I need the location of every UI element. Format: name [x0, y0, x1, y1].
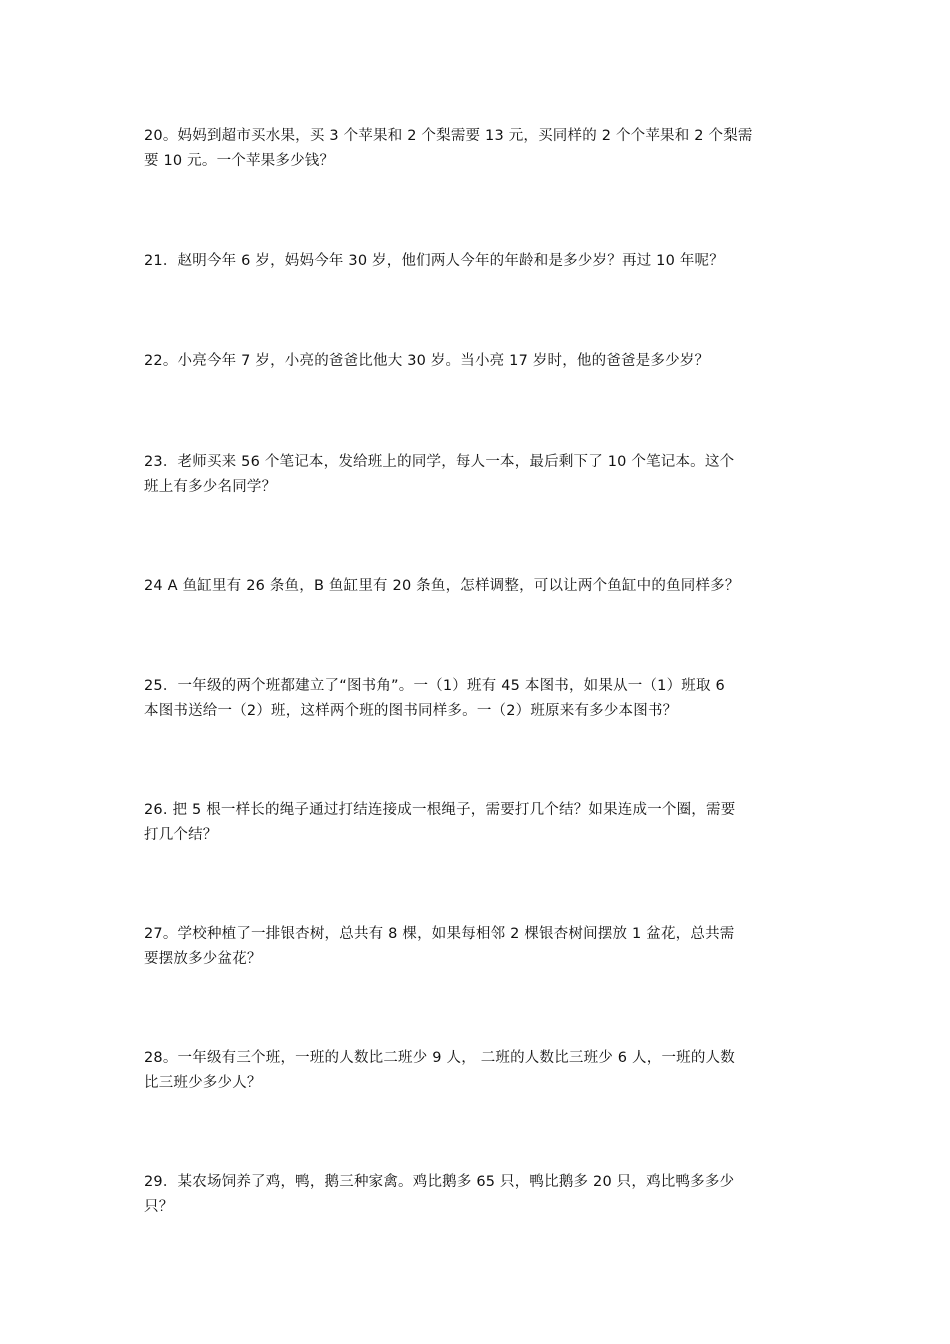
question-line: 24 A 鱼缸里有 26 条鱼，B 鱼缸里有 20 条鱼，怎样调整，可以让两个鱼缸中的鱼同样多？ [144, 578, 740, 594]
question-line: 20。妈妈到超市买水果，买 3 个苹果和 2 个梨需要 13 元，买同样的 2 个个苹果和 2 个梨需 [144, 128, 753, 144]
question-20 [144, 124, 812, 174]
question-line: 比三班少多少人？ [144, 1075, 262, 1091]
question-line: 22。小亮今年 7 岁，小亮的爸爸比他大 30 岁。当小亮 17 岁时，他的爸爸是多少岁？ [144, 353, 710, 369]
question-line: 23．老师买来 56 个笔记本，发给班上的同学，每人一本，最后剩下了 10 个笔记本。这个 [144, 454, 735, 470]
question-line: 27。学校种植了一排银杏树，总共有 8 棵，如果每相邻 2 棵银杏树间摆放 1 盆花，总共需 [144, 926, 735, 942]
question-24 [144, 574, 812, 599]
question-line: 29．某农场饲养了鸡，鸭，鹅三种家禽。鸡比鹅多 65 只，鸭比鹅多 20 只，鸡比鸭多多少 [144, 1174, 735, 1190]
question-line: 要 10 元。一个苹果多少钱？ [144, 153, 335, 169]
question-line: 班上有多少名同学？ [144, 479, 277, 495]
question-line: 28。一年级有三个班，一班的人数比二班少 9 人， 二班的人数比三班少 6 人，一班的人数 [144, 1050, 735, 1066]
question-line: 21．赵明今年 6 岁，妈妈今年 30 岁，他们两人今年的年龄和是多少岁？再过 10 年呢？ [144, 253, 724, 269]
question-22 [144, 349, 812, 374]
question-23 [144, 450, 812, 500]
question-29 [144, 1170, 812, 1220]
question-line: 25．一年级的两个班都建立了“图书角”。一（1）班有 45 本图书，如果从一（1）班取 6 [144, 678, 725, 694]
question-26 [144, 798, 812, 848]
question-line: 要摆放多少盆花？ [144, 951, 262, 967]
question-line: 本图书送给一（2）班，这样两个班的图书同样多。一（2）班原来有多少本图书？ [144, 703, 678, 719]
question-21 [144, 249, 812, 274]
question-27 [144, 922, 812, 972]
question-28 [144, 1046, 812, 1096]
question-line: 26. 把 5 根一样长的绳子通过打结连接成一根绳子，需要打几个结？如果连成一个圈，需要 [144, 802, 736, 818]
question-line: 只？ [144, 1199, 174, 1215]
question-25 [144, 674, 812, 724]
question-line: 打几个结？ [144, 827, 218, 843]
